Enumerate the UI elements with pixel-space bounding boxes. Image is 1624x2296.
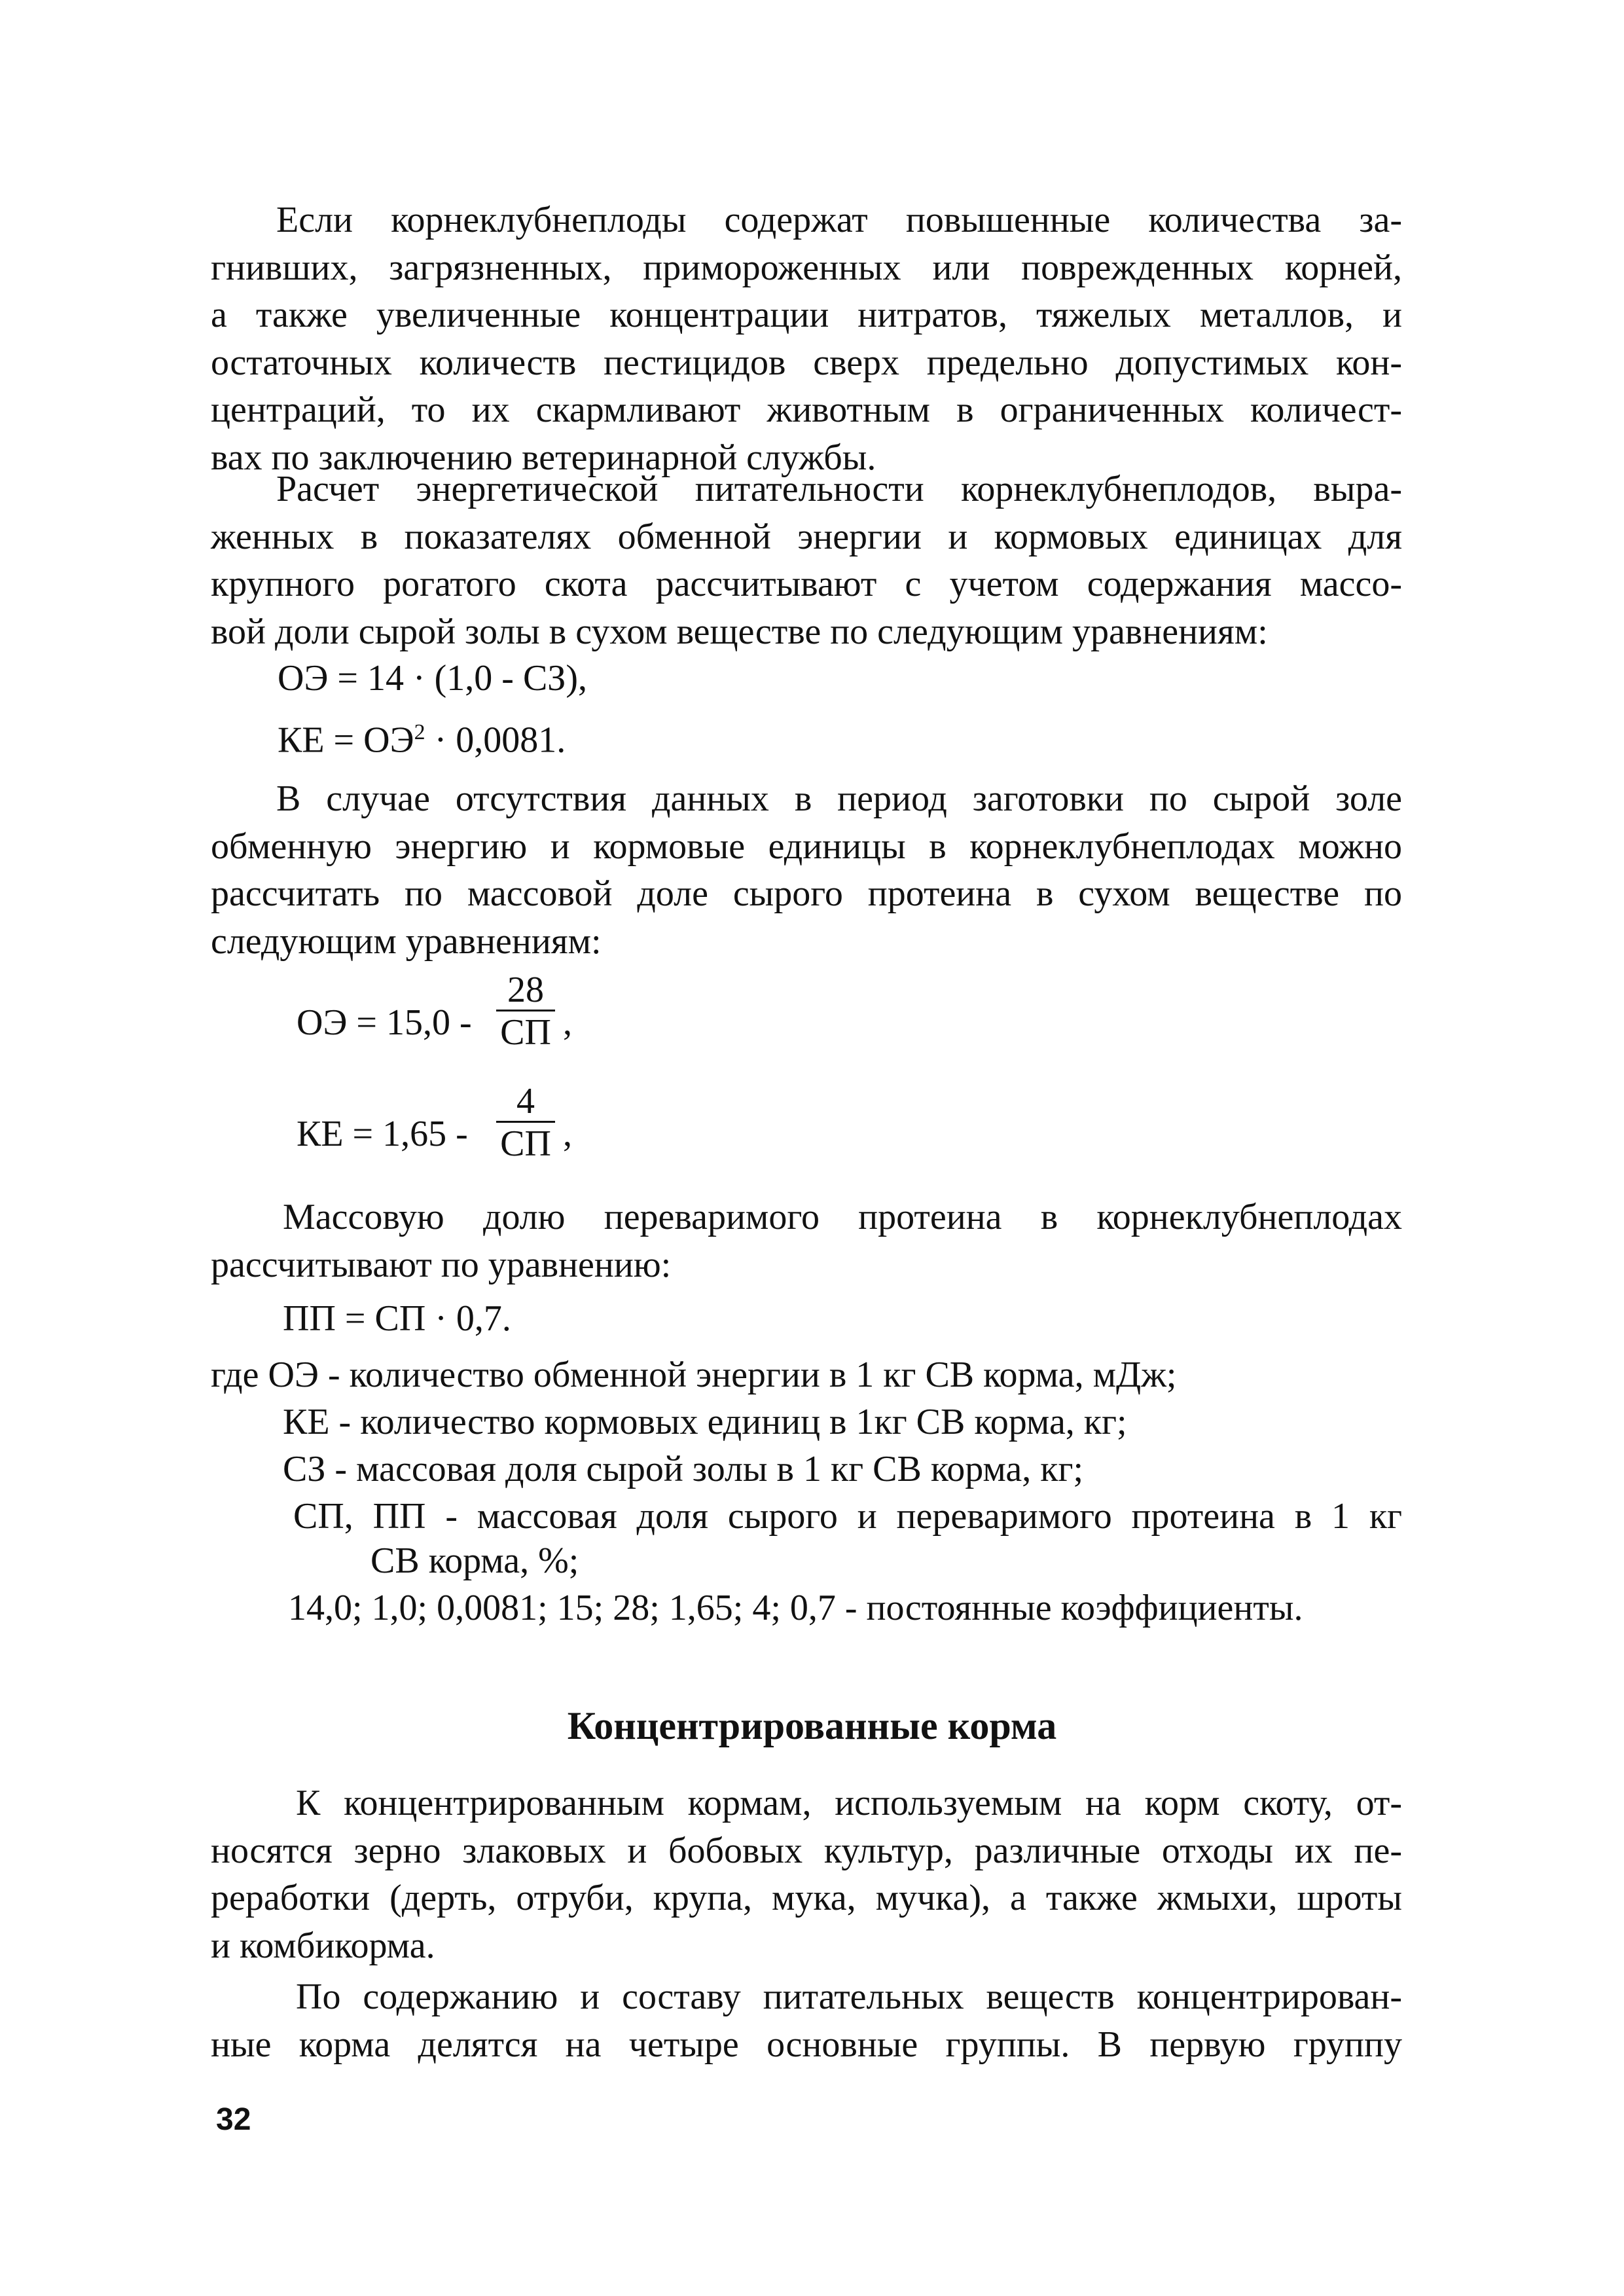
text-line: вой доли сырой золы в сухом веществе по следующим уравнениям: [211, 611, 1268, 652]
text-line: остаточных количеств пестицидов сверх предельно допустимых кон- [211, 342, 1402, 383]
text-line: Массовую долю переваримого протеина в корнеклубнеплодах [283, 1197, 1402, 1237]
eq-superscript: 2 [414, 720, 425, 744]
equation-oe-protein: ОЭ = 15,0 - [297, 1002, 472, 1043]
equation-oe-ash: ОЭ = 14 · (1,0 - СЗ), [278, 658, 587, 699]
text-line: гнивших, загрязненных, примороженных или поврежденных корней, [211, 247, 1402, 288]
equation-ke-oe [278, 712, 566, 761]
paragraph-2 [211, 465, 1402, 655]
eq-right: · 0,0081. [425, 720, 566, 761]
equation-ke-protein: КЕ = 1,65 - [297, 1114, 468, 1154]
definition-ke: КЕ - количество кормовых единиц в 1кг СВ корма, кг; [283, 1402, 1127, 1442]
paragraph-5 [211, 1779, 1402, 1969]
fraction-denominator: СП [500, 1012, 551, 1053]
definition-sp-pp: СП, ПП - массовая доля сырого и переваримого протеина в 1 кг [293, 1496, 1402, 1537]
paragraph-6 [211, 1973, 1402, 2068]
equation-comma: , [563, 1002, 572, 1043]
paragraph-3 [211, 775, 1402, 965]
page-number: 32 [216, 2102, 251, 2137]
text-line: рассчитать по массовой доле сырого протеина в сухом веществе по [211, 873, 1402, 915]
text-line: К концентрированным кормам, используемым на корм скоту, от- [296, 1783, 1402, 1823]
text-line: следующим уравнениям: [211, 920, 602, 962]
text-line: ные корма делятся на четыре основные группы. В первую группу [211, 2024, 1402, 2065]
text-line: женных в показателях обменной энергии и кормовых единицах для [211, 516, 1402, 557]
definition-sz: СЗ - массовая доля сырой золы в 1 кг СВ корма, кг; [283, 1449, 1084, 1489]
paragraph-4 [211, 1194, 1402, 1288]
text-line: обменную энергию и кормовые единицы в корнеклубнеплодах можно [211, 826, 1402, 867]
fraction-denominator: СП [500, 1123, 551, 1164]
text-line: Расчет энергетической питательности корнеклубнеплодов, выра- [276, 469, 1402, 509]
text-line: реработки (дерть, отруби, крупа, мука, мучка), а также жмыхи, шроты [211, 1878, 1402, 1919]
text-line: а также увеличенные концентрации нитратов, тяжелых металлов, и [211, 295, 1402, 336]
text-line: носятся зерно злаковых и бобовых культур, различные отходы их пе- [211, 1830, 1402, 1871]
text-line: и комбикорма. [211, 1925, 435, 1966]
fraction-4-sp [496, 1082, 555, 1165]
eq-left: КЕ = ОЭ [278, 720, 414, 761]
section-title: Концентрированные корма [567, 1704, 1057, 1747]
definition-coefficients: 14,0; 1,0; 0,0081; 15; 28; 1,65; 4; 0,7 - постоянные коэффициенты. [288, 1588, 1303, 1628]
definition-oe: где ОЭ - количество обменной энергии в 1 кг СВ корма, мДж; [211, 1355, 1177, 1395]
definition-sp-pp-cont: СВ корма, %; [370, 1540, 579, 1581]
equation-pp: ПП = СП · 0,7. [283, 1298, 511, 1339]
text-line: рассчитывают по уравнению: [211, 1244, 672, 1285]
paragraph-1 [211, 196, 1402, 482]
fraction-numerator: 28 [496, 970, 555, 1011]
text-line: В случае отсутствия данных в период заготовки по сырой золе [276, 778, 1402, 819]
fraction-numerator: 4 [496, 1082, 555, 1123]
text-line: По содержанию и составу питательных веществ концентрирован- [296, 1977, 1402, 2017]
text-line: центраций, то их скармливают животным в ограниченных количест- [211, 390, 1402, 431]
text-line: вах по заключению ветеринарной службы. [211, 437, 876, 478]
fraction-28-sp [496, 970, 555, 1053]
equation-comma: , [563, 1114, 572, 1154]
text-line: Если корнеклубнеплоды содержат повышенные количества за- [276, 200, 1402, 240]
text-line: крупного рогатого скота рассчитывают с учетом содержания массо- [211, 564, 1402, 605]
